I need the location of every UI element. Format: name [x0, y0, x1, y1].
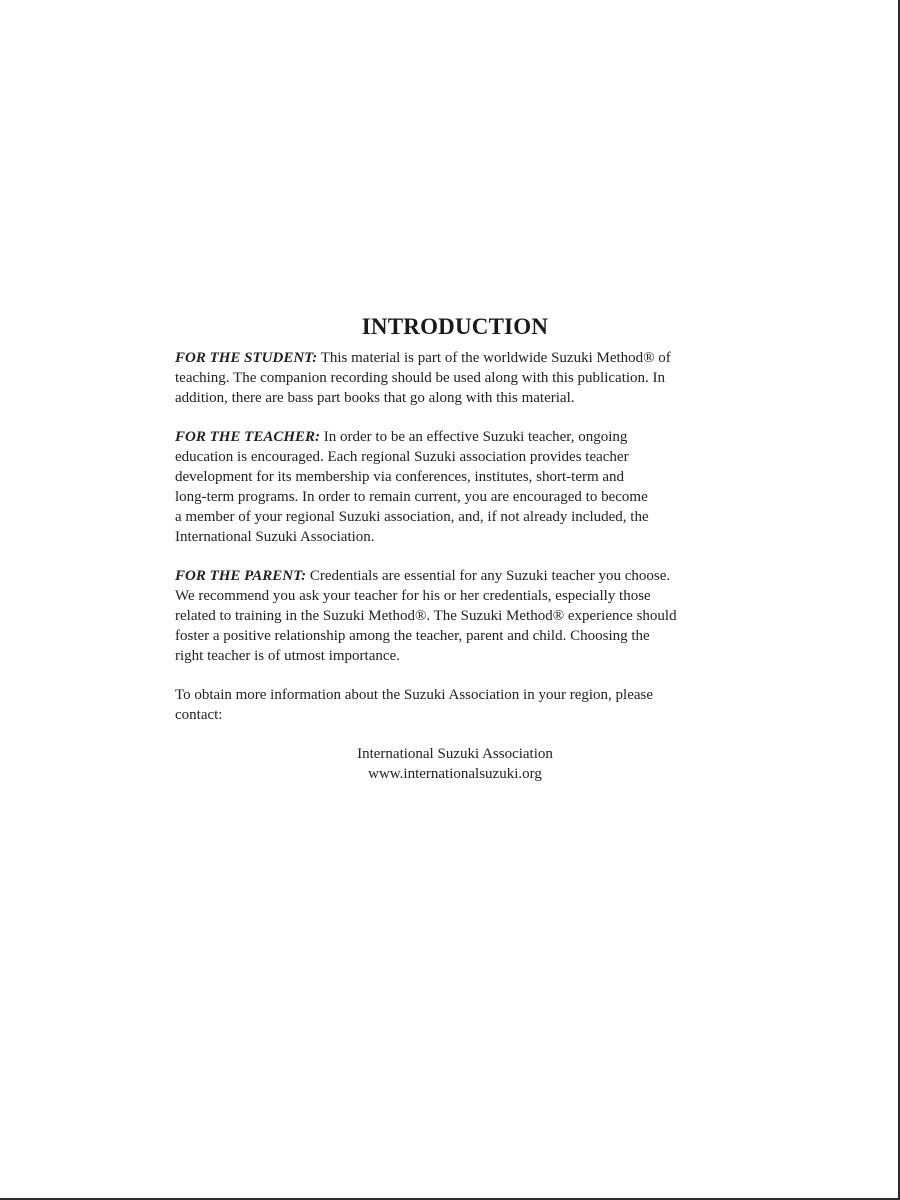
paragraph-line: We recommend you ask your teacher for his or her credentials, especially those — [175, 588, 651, 604]
line-text: This material is part of the worldwide Suzuki Method® of — [317, 350, 671, 366]
paragraph-line: education is encouraged. Each regional Suzuki association provides teacher — [175, 449, 629, 465]
paragraph-line: teaching. The companion recording should be used along with this publication. In — [175, 370, 666, 386]
paragraph-line: International Suzuki Association. — [175, 529, 375, 545]
paragraph-line: addition, there are bass part books that go along with this material. — [175, 390, 575, 406]
parent-paragraph — [175, 566, 735, 666]
student-lead: FOR THE STUDENT: — [175, 350, 318, 366]
paragraph-line — [175, 348, 735, 368]
paragraph-line: foster a positive relationship among the teacher, parent and child. Choosing the — [175, 628, 650, 644]
contact-website: www.internationalsuzuki.org — [368, 766, 542, 782]
contact-block — [175, 744, 735, 784]
line-text: In order to be an effective Suzuki teacher, ongoing — [320, 429, 628, 445]
parent-lead: FOR THE PARENT: — [175, 568, 307, 584]
paragraph-line: a member of your regional Suzuki association, and, if not already included, the — [175, 509, 649, 525]
paragraph-line: To obtain more information about the Suzuki Association in your region, please — [175, 687, 654, 703]
paragraph-line: related to training in the Suzuki Method®. The Suzuki Method® experience should — [175, 608, 677, 624]
paragraph-line — [175, 427, 735, 447]
paragraph-line: long-term programs. In order to remain current, you are encouraged to become — [175, 489, 648, 505]
paragraph-line: development for its membership via conferences, institutes, short-term and — [175, 469, 625, 485]
info-paragraph — [175, 685, 735, 725]
teacher-paragraph — [175, 427, 735, 547]
student-paragraph — [175, 348, 735, 408]
line-text: Credentials are essential for any Suzuki teacher you choose. — [306, 568, 671, 584]
introduction-page — [175, 314, 735, 784]
paragraph-line: right teacher is of utmost importance. — [175, 648, 400, 664]
contact-organization: International Suzuki Association — [357, 746, 553, 762]
paragraph-line: contact: — [175, 707, 223, 723]
paragraph-line — [175, 566, 735, 586]
page-title: INTRODUCTION — [361, 314, 549, 339]
teacher-lead: FOR THE TEACHER: — [175, 429, 321, 445]
